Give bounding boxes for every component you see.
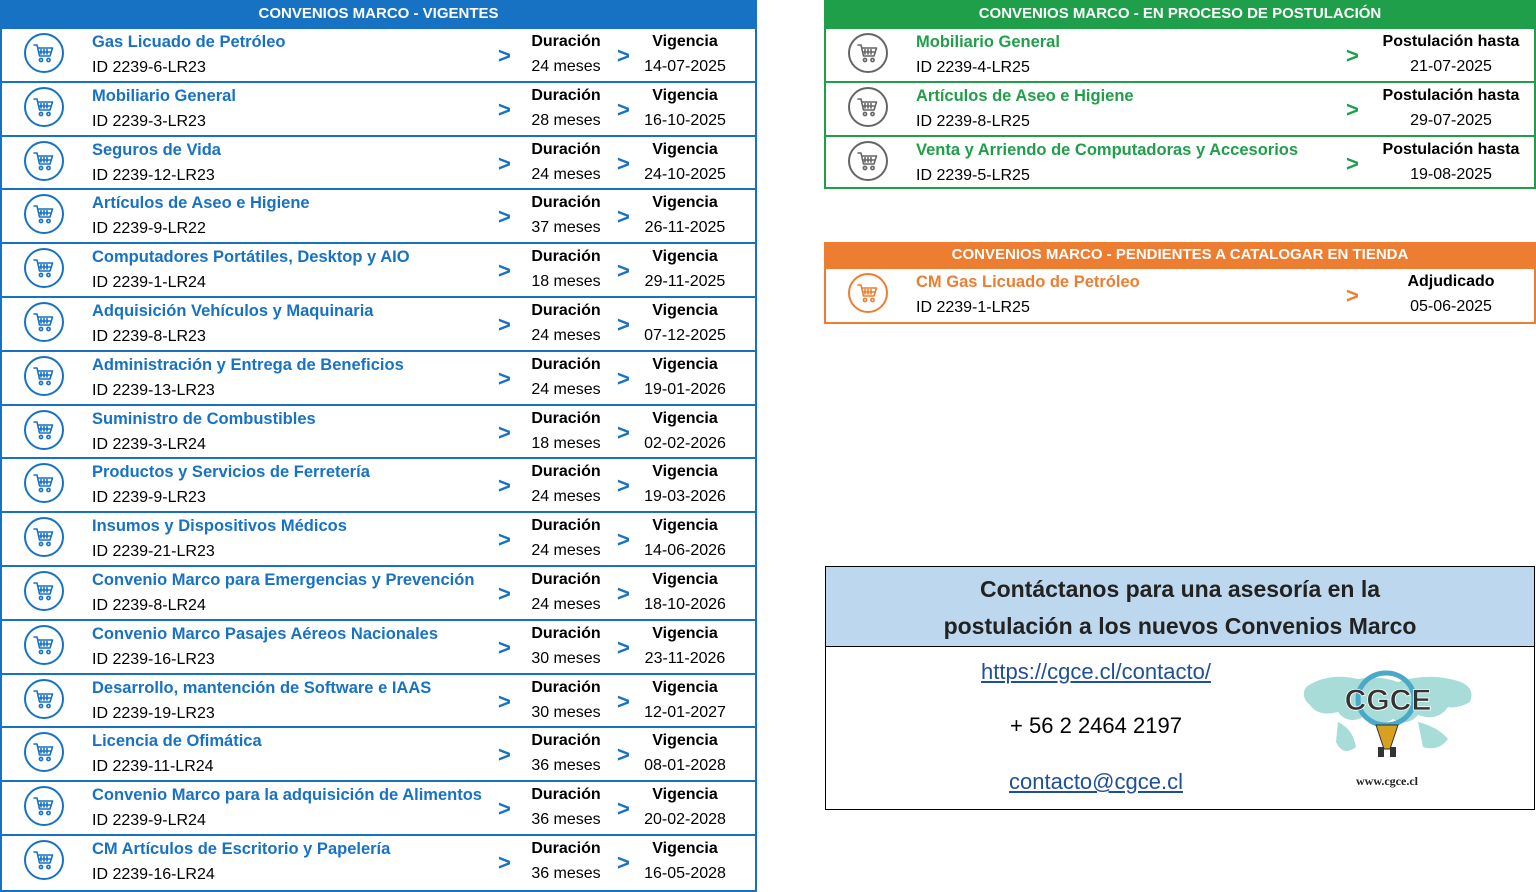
convenio-id: ID 2239-11-LR24 — [92, 758, 214, 776]
validity-value: 16-05-2028 — [644, 864, 726, 882]
convenio-id: ID 2239-13-LR23 — [92, 381, 215, 399]
duration-value: 24 meses — [531, 326, 601, 344]
validity-value: 02-02-2026 — [644, 434, 726, 452]
chevron-right-icon: > — [617, 580, 630, 606]
adjudicado-value: 05-06-2025 — [1410, 298, 1492, 315]
convenio-id: ID 2239-9-LR23 — [92, 489, 206, 507]
chevron-right-icon: > — [617, 688, 630, 714]
shopping-cart-icon — [24, 463, 64, 503]
shopping-cart-icon — [24, 410, 64, 450]
convenio-id: ID 2239-8-LR24 — [92, 596, 206, 614]
validity — [630, 732, 740, 775]
proceso-row[interactable] — [826, 27, 1534, 81]
chevron-right-icon: > — [617, 43, 630, 68]
vigentes-row[interactable] — [2, 350, 755, 404]
chevron-right-icon: > — [617, 311, 630, 337]
deadline — [1371, 33, 1531, 76]
chevron-right-icon: > — [617, 634, 630, 660]
shopping-cart-icon — [24, 679, 64, 719]
validity-value: 29-11-2025 — [644, 273, 726, 291]
validity-label: Vigencia — [652, 839, 718, 857]
validity — [630, 33, 740, 76]
vigentes-row[interactable] — [2, 619, 755, 673]
duration-label: Duración — [531, 355, 601, 373]
chevron-right-icon: > — [498, 43, 511, 68]
adjudicado — [1371, 273, 1531, 316]
shopping-cart-icon — [24, 87, 64, 127]
validity-label: Vigencia — [652, 33, 718, 50]
validity — [630, 141, 740, 184]
deadline-value: 21-07-2025 — [1410, 58, 1492, 75]
validity — [630, 679, 740, 722]
contact-title-line-2: postulación a los nuevos Convenios Marco — [943, 613, 1417, 639]
validity — [630, 571, 740, 614]
deadline — [1371, 87, 1531, 130]
duration-value: 24 meses — [531, 58, 601, 75]
validity-label: Vigencia — [652, 140, 718, 158]
validity-value: 16-10-2025 — [644, 111, 726, 129]
validity-value: 19-01-2026 — [644, 380, 726, 398]
convenio-name[interactable]: Mobiliario General — [916, 33, 1060, 51]
chevron-right-icon: > — [498, 365, 511, 391]
vigentes-row[interactable] — [2, 834, 755, 888]
chevron-right-icon: > — [617, 258, 630, 284]
shopping-cart-icon — [24, 248, 64, 288]
validity-label: Vigencia — [652, 678, 718, 696]
pendientes-header: CONVENIOS MARCO - PENDIENTES A CATALOGAR EN TIENDA — [824, 242, 1536, 267]
logo-url-text: www.cgce.cl — [1356, 774, 1418, 788]
validity — [630, 517, 740, 560]
duration-value: 24 meses — [531, 488, 601, 506]
proceso-panel — [824, 0, 1536, 189]
convenio-name[interactable]: Convenio Marco Pasajes Aéreos Nacionales — [92, 624, 439, 643]
duration-label: Duración — [531, 678, 601, 696]
chevron-right-icon: > — [617, 473, 630, 499]
shopping-cart-icon — [848, 273, 888, 313]
chevron-right-icon: > — [617, 150, 630, 176]
convenio-name[interactable]: CM Gas Licuado de Petróleo — [916, 273, 1140, 291]
validity-label: Vigencia — [652, 301, 718, 319]
vigentes-row[interactable] — [2, 673, 755, 727]
contact-url-link[interactable]: https://cgce.cl/contacto/ — [981, 659, 1211, 684]
deadline-label: Postulación hasta — [1382, 86, 1520, 104]
convenio-name[interactable]: Licencia de Ofimática — [92, 732, 262, 751]
vigentes-row[interactable] — [2, 27, 755, 81]
duration-label: Duración — [531, 409, 601, 427]
duration-value: 28 meses — [531, 111, 601, 129]
duration — [517, 410, 615, 453]
contact-url-row — [826, 659, 1366, 685]
duration-value: 36 meses — [531, 864, 601, 882]
validity — [630, 786, 740, 829]
vigentes-row[interactable] — [2, 726, 755, 780]
contact-email-link[interactable]: contacto@cgce.cl — [1009, 769, 1183, 794]
duration-label: Duración — [531, 517, 601, 535]
shopping-cart-icon — [24, 571, 64, 611]
duration — [517, 732, 615, 775]
deadline-label: Postulación hasta — [1382, 33, 1520, 50]
validity-label: Vigencia — [652, 570, 718, 588]
chevron-right-icon: > — [1346, 283, 1359, 308]
duration — [517, 356, 615, 399]
chevron-right-icon: > — [617, 849, 630, 875]
convenio-id: ID 2239-1-LR25 — [916, 299, 1030, 316]
convenio-name[interactable]: Adquisición Vehículos y Maquinaria — [92, 301, 374, 320]
duration-label: Duración — [531, 570, 601, 588]
chevron-right-icon: > — [498, 580, 511, 606]
validity-value: 18-10-2026 — [644, 595, 726, 613]
world-map-logo-icon — [1298, 667, 1478, 797]
validity-label: Vigencia — [652, 248, 718, 266]
chevron-right-icon: > — [617, 527, 630, 553]
duration-label: Duración — [531, 194, 601, 212]
duration-value: 18 meses — [531, 434, 601, 452]
validity-value: 14-07-2025 — [644, 58, 726, 75]
convenio-name[interactable]: Insumos y Dispositivos Médicos — [92, 517, 347, 536]
validity — [630, 463, 740, 506]
chevron-right-icon: > — [1346, 43, 1359, 68]
vigentes-row[interactable] — [2, 565, 755, 619]
convenio-id: ID 2239-1-LR24 — [92, 274, 206, 292]
convenio-name[interactable]: Suministro de Combustibles — [92, 409, 316, 428]
duration — [517, 679, 615, 722]
convenio-id: ID 2239-21-LR23 — [92, 543, 215, 561]
chevron-right-icon: > — [1346, 96, 1359, 122]
chevron-right-icon: > — [498, 311, 511, 337]
vigentes-row[interactable] — [2, 296, 755, 350]
convenio-name[interactable]: Venta y Arriendo de Computadoras y Accesorios — [916, 140, 1299, 159]
convenio-id: ID 2239-8-LR25 — [916, 112, 1030, 130]
chevron-right-icon: > — [498, 204, 511, 230]
deadline — [1371, 141, 1531, 184]
vigentes-row[interactable] — [2, 188, 755, 242]
validity-label: Vigencia — [652, 86, 718, 104]
shopping-cart-icon — [24, 141, 64, 181]
validity-value: 14-06-2026 — [644, 542, 726, 560]
vigentes-row[interactable] — [2, 242, 755, 296]
vigentes-row[interactable] — [2, 81, 755, 135]
convenio-name[interactable]: Artículos de Aseo e Higiene — [92, 194, 310, 213]
vigentes-row[interactable] — [2, 135, 755, 189]
shopping-cart-icon — [24, 517, 64, 557]
convenio-id: ID 2239-9-LR24 — [92, 812, 206, 830]
validity — [630, 248, 740, 291]
chevron-right-icon: > — [617, 365, 630, 391]
duration-label: Duración — [531, 33, 601, 50]
convenio-name[interactable]: Computadores Portátiles, Desktop y AIO — [92, 248, 410, 267]
validity — [630, 87, 740, 130]
duration-value: 24 meses — [531, 165, 601, 183]
convenio-name[interactable]: Gas Licuado de Petróleo — [92, 33, 286, 51]
validity-value: 12-01-2027 — [644, 703, 726, 721]
shopping-cart-icon — [24, 33, 64, 73]
duration — [517, 87, 615, 130]
duration-label: Duración — [531, 301, 601, 319]
validity-value: 24-10-2025 — [644, 165, 726, 183]
validity — [630, 625, 740, 668]
contact-box — [825, 566, 1535, 810]
convenio-id: ID 2239-19-LR23 — [92, 704, 215, 722]
validity-value: 26-11-2025 — [644, 219, 726, 237]
duration-value: 30 meses — [531, 703, 601, 721]
shopping-cart-icon — [24, 356, 64, 396]
duration-label: Duración — [531, 732, 601, 750]
chevron-right-icon: > — [498, 634, 511, 660]
contact-email-row — [826, 769, 1366, 795]
contact-phone: + 56 2 2464 2197 — [1010, 713, 1182, 738]
proceso-header: CONVENIOS MARCO - EN PROCESO DE POSTULACIÓN — [824, 0, 1536, 27]
convenio-name[interactable]: Desarrollo, mantención de Software e IAAS — [92, 678, 432, 697]
shopping-cart-icon — [24, 786, 64, 826]
chevron-right-icon: > — [498, 796, 511, 822]
duration — [517, 248, 615, 291]
validity-value: 20-02-2028 — [644, 811, 726, 829]
duration — [517, 33, 615, 76]
shopping-cart-icon — [848, 141, 888, 181]
duration-value: 24 meses — [531, 380, 601, 398]
convenio-name[interactable]: Convenio Marco para la adquisición de Alimentos — [92, 786, 482, 805]
vigentes-row[interactable] — [2, 404, 755, 458]
chevron-right-icon: > — [498, 258, 511, 284]
validity-label: Vigencia — [652, 463, 718, 481]
duration-label: Duración — [531, 839, 601, 857]
vigentes-list — [2, 27, 755, 888]
duration — [517, 840, 615, 883]
shopping-cart-icon — [848, 87, 888, 127]
vigentes-header: CONVENIOS MARCO - VIGENTES — [0, 0, 757, 27]
duration — [517, 625, 615, 668]
validity-value: 08-01-2028 — [644, 757, 726, 775]
validity-label: Vigencia — [652, 409, 718, 427]
convenio-id: ID 2239-12-LR23 — [92, 166, 215, 184]
shopping-cart-icon — [24, 194, 64, 234]
duration-label: Duración — [531, 786, 601, 804]
chevron-right-icon: > — [498, 419, 511, 445]
chevron-right-icon: > — [498, 527, 511, 553]
convenio-name[interactable]: Administración y Entrega de Beneficios — [92, 355, 404, 374]
validity — [630, 840, 740, 883]
vigentes-row[interactable] — [2, 511, 755, 565]
logo-text: CGCE — [1344, 684, 1432, 717]
vigentes-row[interactable] — [2, 457, 755, 511]
validity-label: Vigencia — [652, 194, 718, 212]
deadline-value: 19-08-2025 — [1410, 165, 1492, 183]
chevron-right-icon: > — [498, 96, 511, 122]
convenio-name[interactable]: CM Artículos de Escritorio y Papelería — [92, 839, 391, 858]
duration-value: 24 meses — [531, 595, 601, 613]
chevron-right-icon: > — [617, 742, 630, 768]
deadline-value: 29-07-2025 — [1410, 111, 1492, 129]
chevron-right-icon: > — [617, 419, 630, 445]
validity-label: Vigencia — [652, 732, 718, 750]
validity-value: 23-11-2026 — [644, 649, 726, 667]
duration-value: 30 meses — [531, 649, 601, 667]
convenio-id: ID 2239-16-LR24 — [92, 865, 215, 883]
validity-label: Vigencia — [652, 517, 718, 535]
validity — [630, 194, 740, 237]
convenio-id: ID 2239-3-LR23 — [92, 112, 206, 130]
vigentes-panel — [0, 0, 757, 892]
validity-label: Vigencia — [652, 624, 718, 642]
duration-value: 24 meses — [531, 542, 601, 560]
pendientes-list — [826, 267, 1534, 322]
duration-label: Duración — [531, 248, 601, 266]
contact-title-line-1: Contáctanos para una asesoría en la — [979, 576, 1381, 602]
duration — [517, 786, 615, 829]
shopping-cart-icon — [24, 732, 64, 772]
duration-value: 18 meses — [531, 273, 601, 291]
contact-title — [826, 567, 1534, 647]
convenio-id: ID 2239-5-LR25 — [916, 166, 1030, 184]
adjudicado-label: Adjudicado — [1407, 273, 1495, 290]
convenio-id: ID 2239-8-LR23 — [92, 327, 206, 345]
shopping-cart-icon — [24, 302, 64, 342]
duration-value: 37 meses — [531, 219, 601, 237]
convenio-id: ID 2239-4-LR25 — [916, 59, 1030, 76]
cgce-logo — [1298, 667, 1478, 797]
chevron-right-icon: > — [498, 849, 511, 875]
vigentes-row[interactable] — [2, 780, 755, 834]
chevron-right-icon: > — [1346, 150, 1359, 176]
duration-label: Duración — [531, 86, 601, 104]
convenio-id: ID 2239-9-LR22 — [92, 220, 206, 238]
duration-label: Duración — [531, 140, 601, 158]
chevron-right-icon: > — [617, 96, 630, 122]
deadline-label: Postulación hasta — [1382, 140, 1520, 158]
duration — [517, 571, 615, 614]
duration-label: Duración — [531, 624, 601, 642]
validity — [630, 410, 740, 453]
chevron-right-icon: > — [498, 150, 511, 176]
duration-value: 36 meses — [531, 811, 601, 829]
proceso-row[interactable] — [826, 81, 1534, 135]
duration-label: Duración — [531, 463, 601, 481]
duration — [517, 463, 615, 506]
pendientes-row[interactable] — [826, 267, 1534, 322]
chevron-right-icon: > — [498, 688, 511, 714]
validity — [630, 302, 740, 345]
convenio-name[interactable]: Seguros de Vida — [92, 140, 221, 159]
chevron-right-icon: > — [498, 473, 511, 499]
duration — [517, 302, 615, 345]
convenio-id: ID 2239-16-LR23 — [92, 650, 215, 668]
chevron-right-icon: > — [617, 796, 630, 822]
validity-label: Vigencia — [652, 355, 718, 373]
duration — [517, 194, 615, 237]
validity-value: 07-12-2025 — [644, 326, 726, 344]
validity — [630, 356, 740, 399]
duration — [517, 517, 615, 560]
validity-label: Vigencia — [652, 786, 718, 804]
convenio-name[interactable]: Productos y Servicios de Ferretería — [92, 463, 370, 482]
chevron-right-icon: > — [617, 204, 630, 230]
validity-value: 19-03-2026 — [644, 488, 726, 506]
chevron-right-icon: > — [498, 742, 511, 768]
proceso-list — [826, 27, 1534, 188]
convenio-name[interactable]: Convenio Marco para Emergencias y Prevención — [92, 570, 475, 589]
convenio-id: ID 2239-6-LR23 — [92, 59, 206, 76]
pendientes-panel — [824, 242, 1536, 324]
convenio-name[interactable]: Mobiliario General — [92, 86, 236, 105]
shopping-cart-icon — [24, 840, 64, 880]
duration-value: 36 meses — [531, 757, 601, 775]
convenio-name[interactable]: Artículos de Aseo e Higiene — [916, 86, 1134, 105]
convenio-id: ID 2239-3-LR24 — [92, 435, 206, 453]
duration — [517, 141, 615, 184]
shopping-cart-icon — [848, 33, 888, 73]
shopping-cart-icon — [24, 625, 64, 665]
proceso-row[interactable] — [826, 135, 1534, 189]
